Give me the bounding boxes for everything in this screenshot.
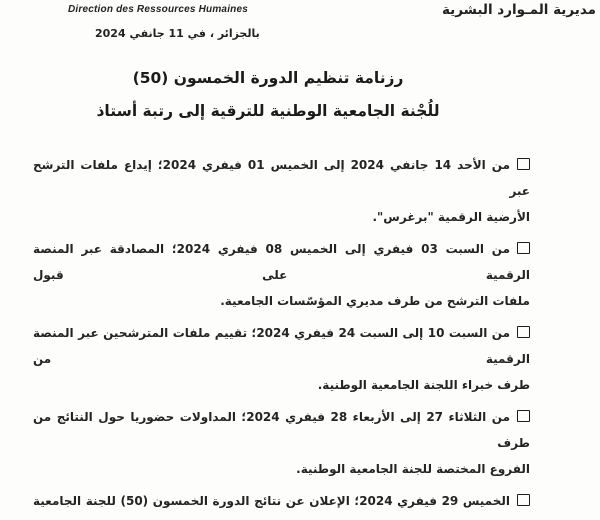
header-org-french: Direction des Ressources Humaines [68, 4, 248, 15]
schedule-item-4-line1: من الثلاثاء 27 إلى الأربعاء 28 فيفري 2024؛ المداولات حضوريا حول النتائج من طرف [33, 410, 530, 450]
document-title-line2: للُجْنة الجامعية الوطنية للترقية إلى رتبة أستاذ [96, 102, 440, 120]
header-org-arabic: مديرية المـوارد البشرية [441, 2, 596, 18]
schedule-item-1 [33, 152, 530, 230]
document-title-line1: رزنامة تنظيم الدورة الخمسون (50) [132, 69, 404, 87]
schedule-item-2 [33, 236, 530, 314]
checkbox-bullet-icon [517, 158, 530, 170]
schedule-item-4-line1-row [33, 404, 530, 456]
schedule-item-2-line2: ملفات الترشح من طرف مديري المؤسّسات الجامعية. [220, 294, 530, 308]
schedule-item-1-line1-row [33, 152, 530, 204]
schedule-item-1-line1: من الأحد 14 جانفي 2024 إلى الخميس 01 فيفري 2024؛ إيداع ملفات الترشح عبر [33, 158, 530, 198]
schedule-item-3-line1: من السبت 10 إلى السبت 24 فيفري 2024؛ تقييم ملفات المترشحين عبر المنصة الرقمية من [33, 326, 530, 366]
checkbox-bullet-icon [517, 242, 530, 254]
checkbox-bullet-icon [517, 326, 530, 338]
schedule-item-4 [33, 404, 530, 482]
schedule-item-3-line1-row [33, 320, 530, 372]
schedule-item-3-line2: طرف خبراء اللجنة الجامعية الوطنية. [317, 378, 530, 392]
header-dateline: بالجزائر ، في 11 جانفي 2024 [95, 27, 260, 40]
checkbox-bullet-icon [517, 494, 530, 506]
document-title [12, 62, 524, 128]
schedule-item-5 [33, 488, 530, 514]
schedule-item-3 [33, 320, 530, 398]
schedule-item-2-line1-row [33, 236, 530, 288]
schedule-item-2-line1: من السبت 03 فيفري إلى الخميس 08 فيفري 2024؛ المصادقة عبر المنصة الرقمية على قبول [33, 242, 530, 282]
schedule-item-5-line1: الخميس 29 فيفري 2024؛ الإعلان عن نتائج الدورة الخمسون (50) للجنة الجامعية [33, 494, 510, 508]
schedule-item-4-line2: الفروع المختصة للجنة الجامعية الوطنية. [296, 462, 530, 476]
schedule-list [33, 152, 530, 520]
checkbox-bullet-icon [517, 410, 530, 422]
schedule-item-1-line2: الأرضية الرقمية "برغرس". [372, 210, 530, 224]
schedule-item-5-line1-row [33, 488, 530, 514]
